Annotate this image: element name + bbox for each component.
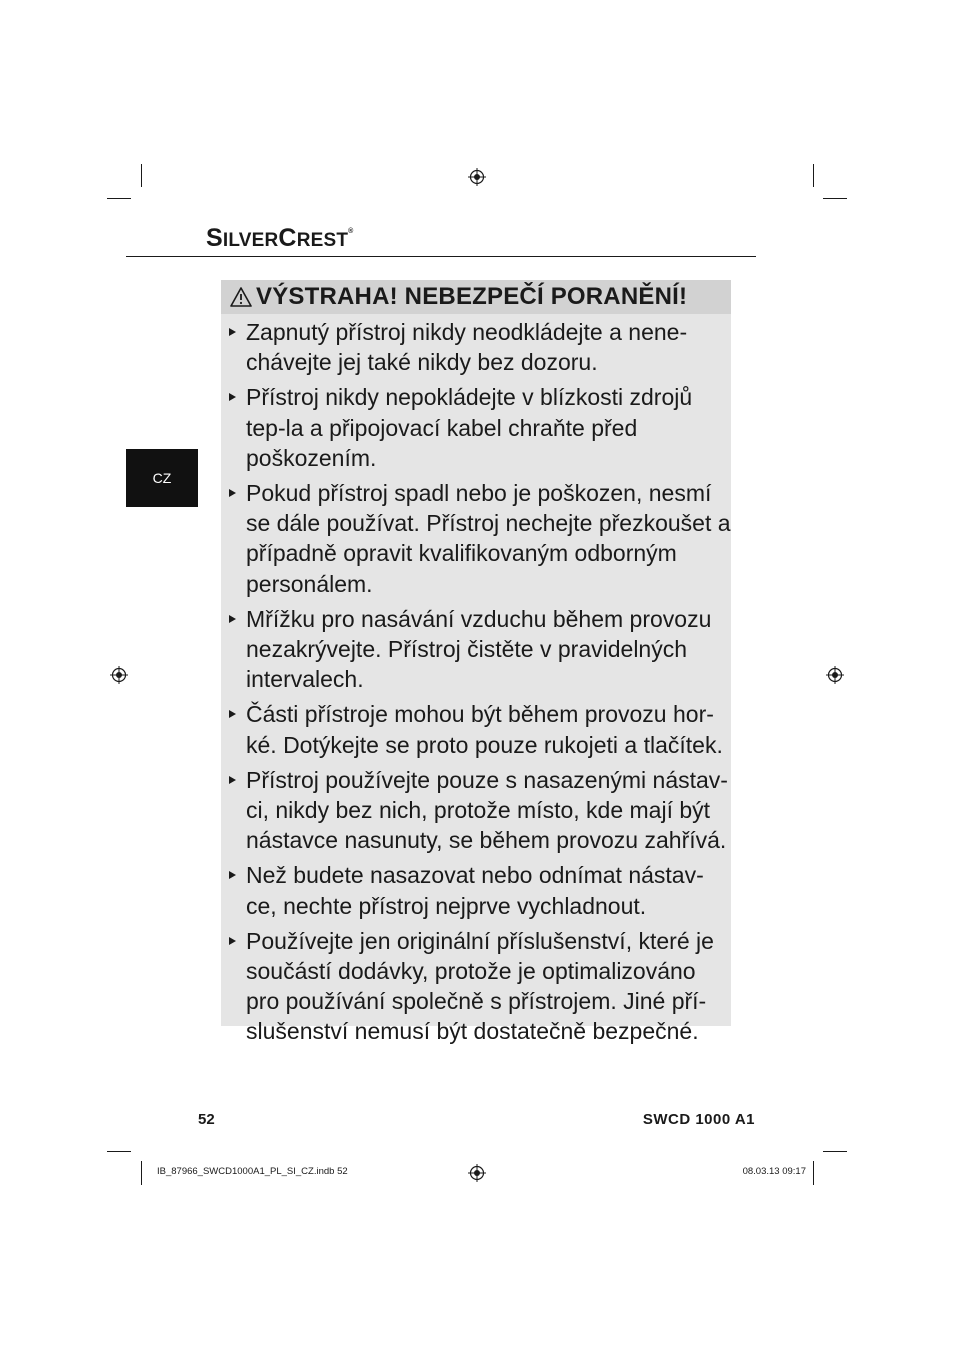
registration-mark-icon	[468, 168, 486, 186]
page-number: 52	[198, 1111, 215, 1128]
print-slug-date: 08.03.13 09:17	[742, 1166, 806, 1177]
list-item: Pokud přístroj spadl nebo je poškozen, nesmí se dále používat. Přístroj nechejte přezkoušet a případně opravit kvalifikovaným odborným personálem.	[221, 478, 731, 599]
warning-header	[221, 280, 731, 314]
warning-title: VÝSTRAHA! NEBEZPEČÍ PORANĚNÍ!	[256, 283, 688, 310]
registration-mark-icon	[110, 666, 128, 684]
triangle-bullet-icon	[229, 393, 236, 401]
brand-logo: SILVERCREST®	[206, 224, 354, 252]
header-rule	[126, 256, 756, 257]
print-slug-file: IB_87966_SWCD1000A1_PL_SI_CZ.indb 52	[157, 1166, 348, 1177]
triangle-bullet-icon	[229, 776, 236, 784]
triangle-bullet-icon	[229, 615, 236, 623]
triangle-bullet-icon	[229, 489, 236, 497]
crop-mark	[813, 164, 814, 187]
warning-list	[221, 317, 731, 1052]
crop-mark	[107, 1151, 131, 1152]
crop-mark	[107, 198, 131, 199]
model-number: SWCD 1000 A1	[642, 1111, 755, 1128]
language-tab-label: CZ	[152, 470, 172, 486]
triangle-bullet-icon	[229, 937, 236, 945]
list-item: Zapnutý přístroj nikdy neodkládejte a nene-chávejte jej také nikdy bez dozoru.	[221, 317, 731, 377]
crop-mark	[823, 198, 847, 199]
list-item: Části přístroje mohou být během provozu hor-ké. Dotýkejte se proto pouze rukojeti a tlačítek.	[221, 699, 731, 759]
language-tab	[126, 449, 198, 507]
registration-mark-icon	[468, 1164, 486, 1182]
warning-box	[221, 280, 731, 1045]
warning-triangle-icon	[230, 286, 252, 308]
list-item: Než budete nasazovat nebo odnímat nástav-ce, nechte přístroj nejprve vychladnout.	[221, 860, 731, 920]
crop-mark	[141, 1161, 142, 1185]
list-item: Používejte jen originální příslušenství, které je součástí dodávky, protože je optimalizováno pro používání společně s přístrojem. Jiné pří-slušenství nemusí být dostatečně bezpečné.	[221, 926, 731, 1047]
crop-mark	[823, 1151, 847, 1152]
list-item: Přístroj používejte pouze s nasazenými nástav-ci, nikdy bez nich, protože místo, kde mají být nástavce nasunuty, se během provozu zahřívá.	[221, 765, 731, 856]
triangle-bullet-icon	[229, 871, 236, 879]
list-item: Mřížku pro nasávání vzduchu během provozu nezakrývejte. Přístroj čistěte v pravidelných intervalech.	[221, 604, 731, 695]
crop-mark	[141, 164, 142, 187]
registration-mark-icon	[826, 666, 844, 684]
triangle-bullet-icon	[229, 328, 236, 336]
crop-mark	[813, 1161, 814, 1185]
triangle-bullet-icon	[229, 710, 236, 718]
list-item: Přístroj nikdy nepokládejte v blízkosti zdrojů tep-la a připojovací kabel chraňte před poškozením.	[221, 382, 731, 473]
